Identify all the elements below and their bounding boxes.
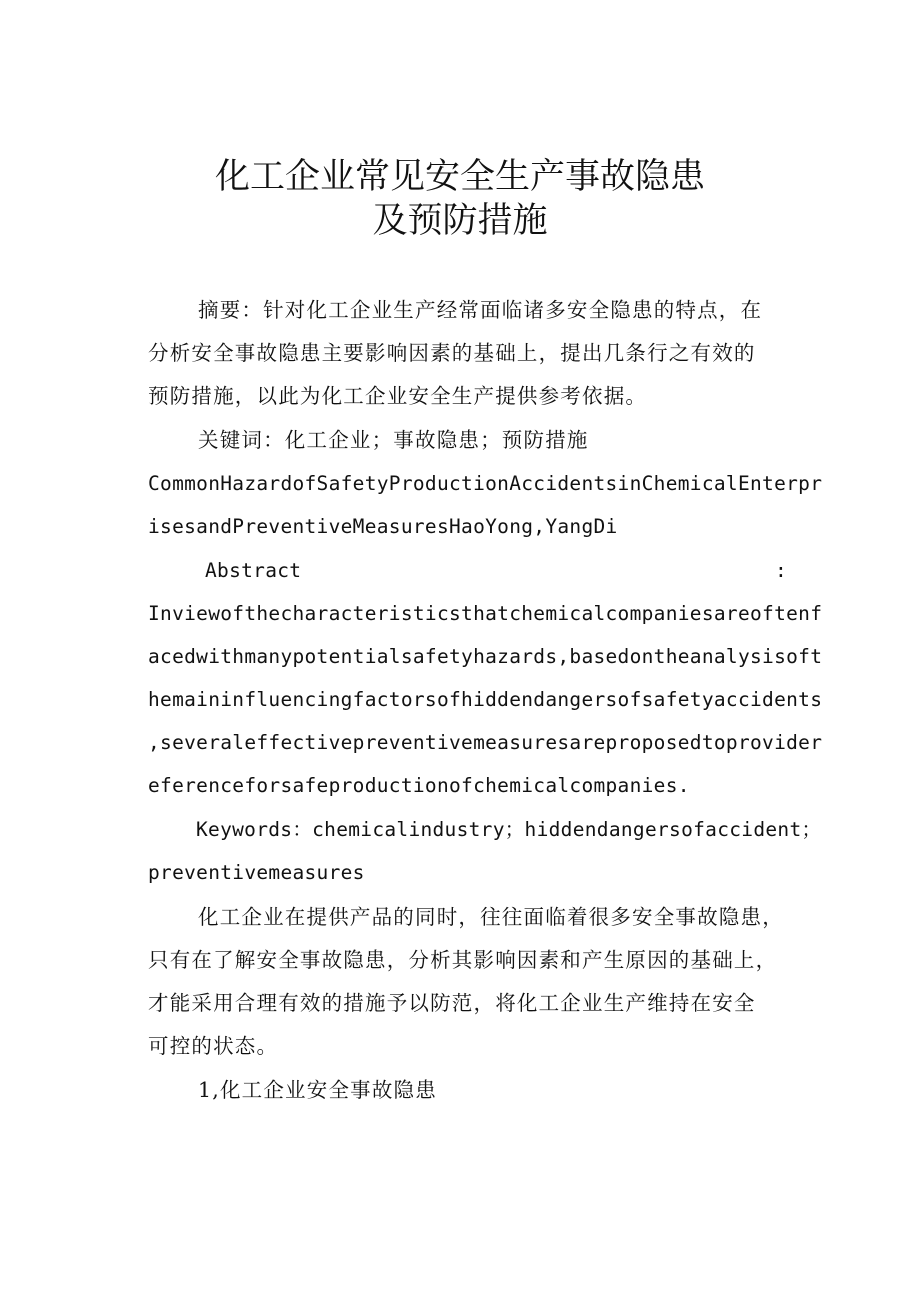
english-title-line: isesandPreventiveMeasuresHaoYong,YangDi bbox=[148, 515, 618, 538]
abstract-en-line: ,severaleffectivepreventivemeasuresareproposedtoprovider bbox=[148, 731, 823, 754]
intro-line: 可控的状态。 bbox=[148, 1034, 279, 1058]
abstract-cn-line: 摘要：针对化工企业生产经常面临诸多安全隐患的特点，在 bbox=[198, 298, 763, 322]
english-title-line: CommonHazardofSafetyProductionAccidentsinChemicalEnterpr bbox=[148, 472, 823, 495]
abstract-en-line: acedwithmanypotentialsafetyhazards,basedontheanalysisoft bbox=[148, 645, 823, 668]
abstract-en-colon: : bbox=[774, 559, 787, 582]
keywords-en-line: preventivemeasures bbox=[148, 861, 365, 884]
abstract-en-line: Inviewofthecharacteristicsthatchemicalcompaniesareoftenf bbox=[148, 602, 823, 625]
keywords-en-line: Keywords：chemicalindustry；hiddendangersofaccident； bbox=[196, 818, 822, 841]
section-heading-1: 1,化工企业安全事故隐患 bbox=[198, 1078, 437, 1102]
abstract-en-line: eferenceforsafeproductionofchemicalcompanies. bbox=[148, 774, 690, 797]
abstract-cn-line: 预防措施，以此为化工企业安全生产提供参考依据。 bbox=[148, 384, 648, 408]
intro-line: 化工企业在提供产品的同时，往往面临着很多安全事故隐患， bbox=[198, 905, 784, 929]
intro-line: 才能采用合理有效的措施予以防范，将化工企业生产维持在安全 bbox=[148, 991, 756, 1015]
abstract-en-label-row bbox=[205, 556, 787, 586]
abstract-cn-line: 分析安全事故隐患主要影响因素的基础上，提出几条行之有效的 bbox=[148, 341, 756, 365]
keywords-cn: 关键词：化工企业；事故隐患；预防措施 bbox=[198, 428, 589, 452]
abstract-en-label: Abstract bbox=[205, 559, 302, 582]
document-title-line-1: 化工企业常见安全生产事故隐患 bbox=[214, 157, 705, 197]
intro-line: 只有在了解安全事故隐患，分析其影响因素和产生原因的基础上， bbox=[148, 948, 778, 972]
document-title-line-2: 及预防措施 bbox=[372, 201, 548, 241]
abstract-en-line: hemaininfluencingfactorsofhiddendangersofsafetyaccidents bbox=[148, 688, 823, 711]
